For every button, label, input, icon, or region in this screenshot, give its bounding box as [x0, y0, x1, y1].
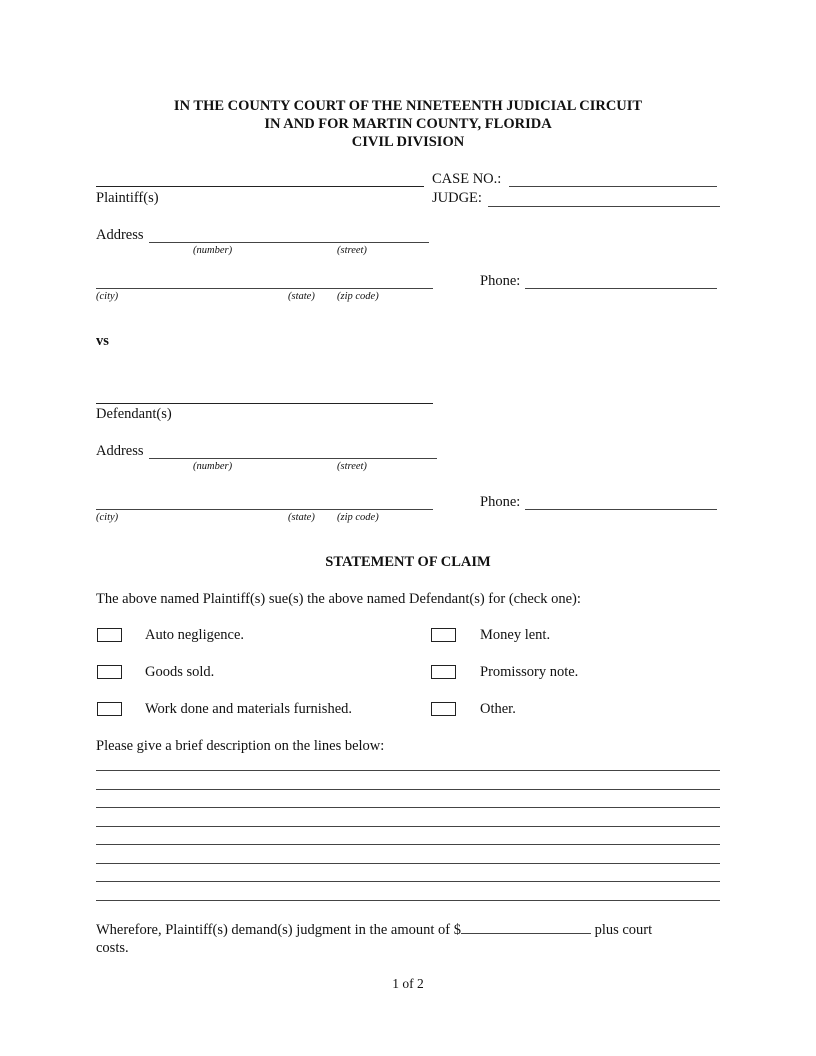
plaintiff-city-line	[96, 288, 433, 289]
defendant-address-label: Address	[96, 443, 144, 459]
judgment-amount-field[interactable]	[461, 921, 591, 934]
defendant-city-state-zip-field[interactable]	[96, 493, 433, 509]
option-work-done: Work done and materials furnished.	[145, 701, 353, 717]
plaintiff-address-field[interactable]	[149, 226, 429, 242]
plaintiff-state-hint: (state)	[288, 291, 315, 302]
defendant-name-line	[96, 403, 433, 404]
defendant-phone-label: Phone:	[480, 494, 521, 510]
defendant-city-line	[96, 509, 433, 510]
checkbox-promissory-note[interactable]	[431, 665, 456, 679]
defendant-zip-hint: (zip code)	[337, 512, 379, 523]
plaintiff-name-field[interactable]	[96, 170, 424, 186]
plaintiff-city-state-zip-field[interactable]	[96, 272, 433, 288]
defendant-address-line	[149, 458, 437, 459]
judge-line	[488, 206, 720, 207]
case-no-label: CASE NO.:	[432, 171, 502, 187]
plaintiff-city-hint: (city)	[96, 291, 119, 302]
defendant-city-hint: (city)	[96, 512, 119, 523]
option-promissory-note: Promissory note.	[480, 664, 579, 680]
checkbox-work-done[interactable]	[97, 702, 122, 716]
page-number: 1 of 2	[392, 976, 424, 991]
plaintiff-zip-hint: (zip code)	[337, 291, 379, 302]
defendant-state-hint: (state)	[288, 512, 315, 523]
plaintiff-phone-field[interactable]	[525, 272, 717, 288]
plaintiff-phone-line	[525, 288, 717, 289]
wherefore-costs: costs.	[96, 940, 129, 956]
checkbox-money-lent[interactable]	[431, 628, 456, 642]
case-no-field[interactable]	[509, 170, 717, 186]
case-no-line	[509, 186, 717, 187]
judge-field[interactable]	[488, 190, 720, 206]
plaintiff-address-label: Address	[96, 227, 144, 243]
judge-label: JUDGE:	[432, 190, 482, 206]
court-heading-line-2: IN AND FOR MARTIN COUNTY, FLORIDA	[264, 116, 552, 132]
checkbox-goods-sold[interactable]	[97, 665, 122, 679]
description-field[interactable]	[96, 756, 720, 902]
claim-intro: The above named Plaintiff(s) sue(s) the above named Defendant(s) for (check one):	[96, 591, 581, 607]
defendant-name-field[interactable]	[96, 387, 433, 403]
defendant-number-hint: (number)	[193, 461, 233, 472]
wherefore-part-1: Wherefore, Plaintiff(s) demand(s) judgment in the amount of $	[96, 922, 461, 938]
option-goods-sold: Goods sold.	[145, 664, 215, 680]
plaintiff-name-line	[96, 186, 424, 187]
defendant-phone-field[interactable]	[525, 493, 717, 509]
wherefore-text	[96, 921, 652, 939]
statement-of-claim-title: STATEMENT OF CLAIM	[325, 554, 491, 570]
description-prompt: Please give a brief description on the lines below:	[96, 738, 385, 754]
plaintiff-number-hint: (number)	[193, 245, 233, 256]
defendant-label: Defendant(s)	[96, 406, 172, 422]
option-money-lent: Money lent.	[480, 627, 551, 643]
plaintiff-address-line	[149, 242, 429, 243]
checkbox-other[interactable]	[431, 702, 456, 716]
wherefore-part-2: plus court	[590, 922, 653, 938]
court-heading-line-3: CIVIL DIVISION	[351, 134, 465, 150]
option-other: Other.	[480, 701, 516, 717]
court-heading-line-1: IN THE COUNTY COURT OF THE NINETEENTH JUDICIAL CIRCUIT	[173, 98, 643, 114]
defendant-phone-line	[525, 509, 717, 510]
vs-label: vs	[96, 333, 109, 349]
plaintiff-street-hint: (street)	[337, 245, 367, 256]
plaintiff-label: Plaintiff(s)	[96, 190, 159, 206]
defendant-street-hint: (street)	[337, 461, 367, 472]
plaintiff-phone-label: Phone:	[480, 273, 521, 289]
option-auto-negligence: Auto negligence.	[145, 627, 245, 643]
defendant-address-field[interactable]	[149, 442, 437, 458]
checkbox-auto-negligence[interactable]	[97, 628, 122, 642]
